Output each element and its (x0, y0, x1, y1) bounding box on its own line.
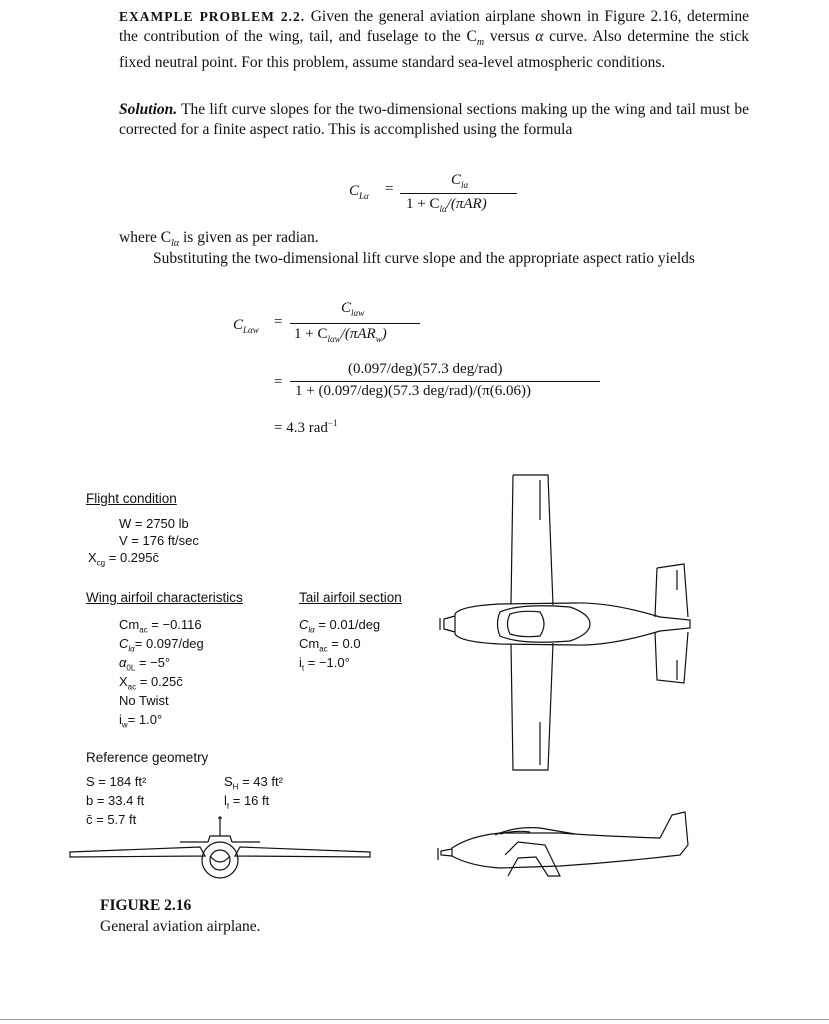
f2-result: = 4.3 rad (274, 420, 328, 436)
f2-den: 1 + C (294, 326, 328, 342)
f1-den: 1 + C (406, 196, 440, 212)
ref-c-value: c̄ = 5.7 ft (86, 812, 137, 827)
xcg-sub: cg (96, 558, 106, 568)
f2-num-sub: lαw (351, 308, 365, 318)
wing-alpha0-sub: 0L (126, 663, 136, 673)
f2-num: C (341, 300, 352, 316)
wing-cmac-value: = −0.116 (147, 617, 202, 632)
wing-cla-sub: lα (128, 644, 135, 654)
tail-cm-value: = 0.0 (327, 636, 361, 651)
f2-result-sup: −1 (327, 418, 338, 428)
problem-text-2: versus (484, 28, 536, 45)
weight-value: W = 2750 lb (119, 516, 189, 531)
wing-alpha0-value: = −5° (135, 655, 171, 670)
problem-text-alpha: α (535, 28, 544, 45)
f2-den-sub: lαw (327, 334, 341, 344)
where-a-sub: lα (171, 238, 180, 250)
problem-text-sub: m (476, 37, 485, 49)
wing-cla-label: C (119, 636, 129, 651)
tail-it-value: = −1.0° (304, 655, 350, 670)
ref-lt-sub: t (226, 801, 230, 811)
f2-den2: 1 + (0.097/deg)(57.3 deg/rad)/(π(6.06)) (295, 383, 531, 399)
ref-b-value: b = 33.4 ft (86, 793, 145, 808)
substituting-text: Substituting the two-dimensional lift curve slope and the appropriate aspect ratio yields (153, 250, 695, 267)
wing-xac-value: = 0.25c̄ (136, 674, 183, 689)
f1-lhs-sub: Lα (359, 191, 369, 201)
ref-sh-sub: H (232, 782, 239, 792)
tail-cla-sub: lα (308, 625, 315, 635)
f1-num-sub: lα (461, 180, 469, 190)
where-b: is given as per radian. (179, 229, 319, 246)
tail-cm-label: Cm (299, 636, 320, 651)
tail-cm-sub: ac (319, 644, 328, 654)
problem-text: Given the general aviation airplane shown in Figure 2.16, determine the contribution of the wing, tail, and fuselage to the C (119, 8, 749, 45)
f2-den-rest-sub: w (375, 334, 382, 344)
f2-lhs-sub: Lαw (243, 325, 259, 335)
wing-cmac-sub: ac (139, 625, 148, 635)
bottom-rule (0, 1019, 829, 1020)
wing-xac-label: X (119, 674, 128, 689)
figure-caption: General aviation airplane. (100, 918, 261, 935)
wing-airfoil-heading: Wing airfoil characteristics (86, 590, 243, 605)
wing-alpha0-label: α (119, 655, 127, 670)
ref-s-value: S = 184 ft² (86, 774, 147, 789)
ref-lt-value: = 16 ft (229, 793, 270, 808)
f2-eq-2: = (274, 374, 283, 390)
xcg-label: X (88, 550, 97, 565)
xcg-value: = 0.295c̄ (105, 550, 159, 565)
wing-twist: No Twist (119, 693, 169, 708)
f1-eq: = (385, 181, 394, 197)
f1-num: C (451, 172, 462, 188)
f2-lhs: C (233, 317, 244, 333)
solution-text: The lift curve slopes for the two-dimensional sections making up the wing and tail must be corrected for a finite aspect ratio. This is accomplished using the formula (119, 101, 749, 138)
f1-lhs: C (349, 183, 360, 199)
f2-eq: = (274, 314, 283, 330)
ref-sh-value: = 43 ft² (238, 774, 283, 789)
tail-cla-value: = 0.01/deg (314, 617, 381, 632)
wing-xac-sub: ac (127, 682, 137, 692)
tail-it-label: i (299, 655, 302, 670)
f1-den-sub: lα (439, 204, 447, 214)
ref-sh-label: S (224, 774, 233, 789)
f2-den-rest: /(πAR (340, 326, 376, 342)
wing-iw-value: = 1.0° (127, 712, 163, 727)
where-a: where C (119, 229, 172, 246)
ref-lt-label: l (224, 793, 227, 808)
wing-iw-sub: w (121, 720, 128, 730)
wing-cla-value: = 0.097/deg (134, 636, 204, 651)
tail-airfoil-heading: Tail airfoil section (299, 590, 402, 605)
reference-geometry-heading: Reference geometry (86, 750, 209, 765)
figure-label: FIGURE 2.16 (100, 897, 192, 914)
f1-den-rest: /(πAR) (446, 196, 487, 212)
wing-iw-label: i (119, 712, 122, 727)
problem-text-3: curve. Also determine the stick fixed neutral point. For this problem, assume standard sea-level atmospheric conditions. (119, 28, 750, 72)
problem-label: EXAMPLE PROBLEM 2.2. (119, 9, 306, 24)
flight-condition-heading: Flight condition (86, 491, 177, 506)
solution-label: Solution. (119, 101, 178, 118)
wing-cmac-label: Cm (119, 617, 140, 632)
tail-it-sub: t (301, 663, 305, 673)
f2-den-close: ) (381, 326, 387, 342)
velocity-value: V = 176 ft/sec (119, 533, 199, 548)
f2-num2: (0.097/deg)(57.3 deg/rad) (348, 361, 503, 377)
tail-cla-label: C (299, 617, 309, 632)
